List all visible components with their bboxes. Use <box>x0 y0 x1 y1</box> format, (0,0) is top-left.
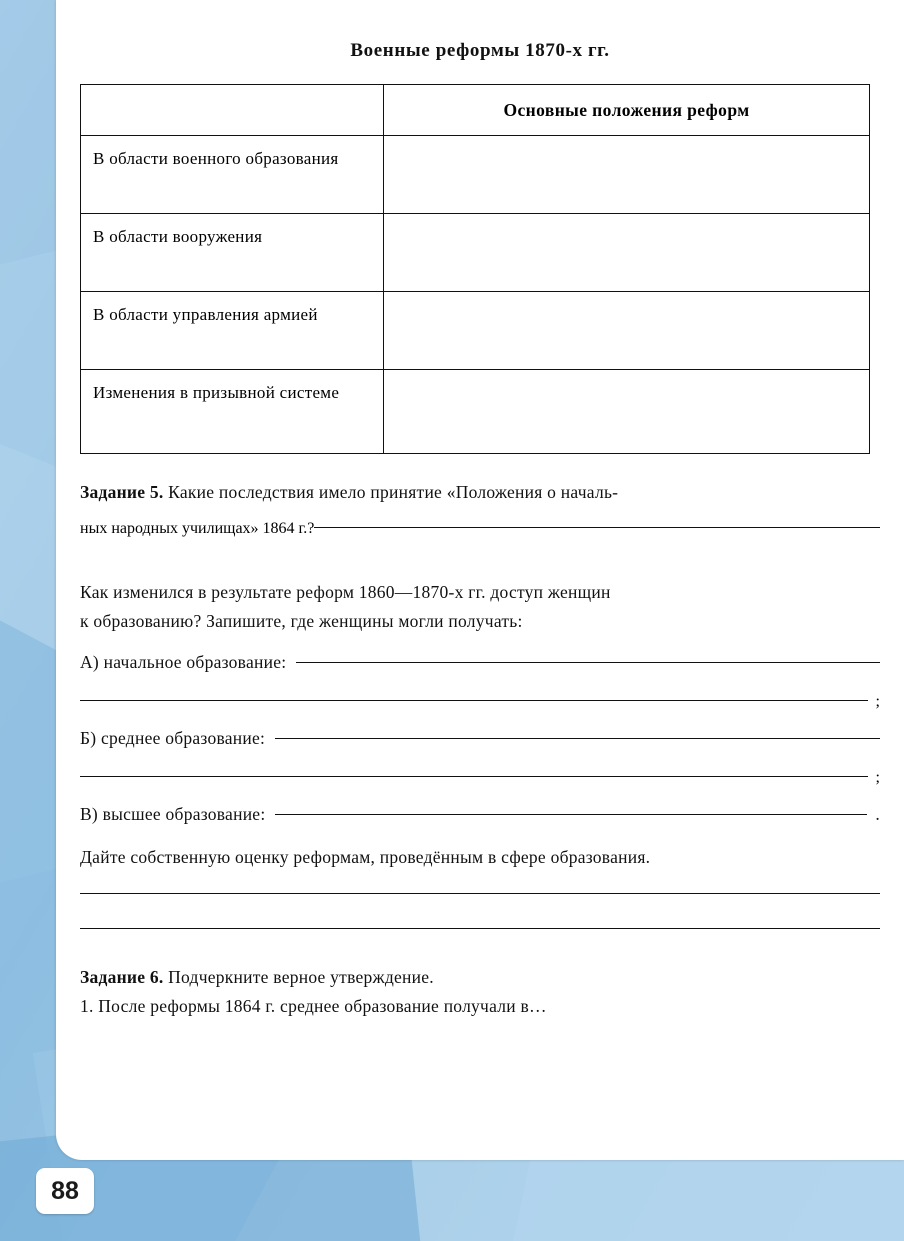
table-row <box>81 136 870 214</box>
table-row-label: В области вооружения <box>81 214 384 292</box>
table-header-row <box>81 85 870 136</box>
table-row <box>81 214 870 292</box>
answer-rule[interactable] <box>80 700 868 701</box>
table-row-label: Изменения в призывной системе <box>81 370 384 454</box>
answer-rule[interactable] <box>275 814 867 815</box>
answer-label: В) высшее образование: <box>80 804 266 825</box>
answer-rule[interactable] <box>296 662 880 663</box>
assessment-prompt: Дайте собственную оценку реформам, проведённым в сфере образования. <box>80 847 651 868</box>
answer-rule[interactable] <box>275 738 880 739</box>
answer-rule[interactable] <box>314 527 880 528</box>
table-row-label: В области управления армией <box>81 292 384 370</box>
answer-row-secondary-education <box>80 728 880 749</box>
task-5-line1: Какие последствия имело принятие «Положения о началь- <box>168 482 619 502</box>
table-header-main: Основные положения реформ <box>384 85 870 136</box>
task-6-text: Подчеркните верное утверждение. <box>168 967 434 988</box>
task-6 <box>80 963 880 991</box>
task-5-answer-row <box>80 520 880 538</box>
table-row-answer-cell[interactable] <box>384 370 870 454</box>
table-row-answer-cell[interactable] <box>384 214 870 292</box>
task-5-line2: ных народных училищах» 1864 г.? <box>80 520 315 538</box>
answer-row-secondary-education-cont <box>80 769 880 787</box>
table-row-label: В области военного образования <box>81 136 384 214</box>
task-6-number: Задание 6. <box>80 967 164 988</box>
military-reforms-table <box>80 84 870 454</box>
task-5-number: Задание 5. <box>80 482 164 502</box>
women-access-question-line1: Как изменился в результате реформ 1860—1870-х гг. доступ женщин <box>80 582 611 603</box>
assessment-rule-1[interactable] <box>80 893 880 894</box>
answer-tail: ; <box>875 693 880 711</box>
women-access-question-line2: к образованию? Запишите, где женщины могли получать: <box>80 610 523 631</box>
answer-label: Б) среднее образование: <box>80 728 266 749</box>
answer-row-primary-education-cont <box>80 693 880 711</box>
table-row-answer-cell[interactable] <box>384 292 870 370</box>
assessment-rule-2[interactable] <box>80 928 880 929</box>
table-row <box>81 292 870 370</box>
task-5 <box>80 478 880 506</box>
table-row <box>81 370 870 454</box>
table-header-blank <box>81 85 384 136</box>
page-number-badge: 88 <box>36 1168 94 1214</box>
answer-tail: ; <box>875 769 880 787</box>
page-content <box>80 40 880 1020</box>
answer-tail: . <box>875 804 880 825</box>
page-title: Военные реформы 1870-х гг. <box>350 40 610 61</box>
answer-row-higher-education <box>80 804 880 825</box>
answer-label: А) начальное образование: <box>80 652 287 673</box>
page-sheet <box>56 0 904 1160</box>
table-row-answer-cell[interactable] <box>384 136 870 214</box>
task-6-item-1[interactable]: 1. После реформы 1864 г. среднее образование получали в… <box>80 995 547 1016</box>
answer-row-primary-education <box>80 652 880 673</box>
answer-rule[interactable] <box>80 776 868 777</box>
